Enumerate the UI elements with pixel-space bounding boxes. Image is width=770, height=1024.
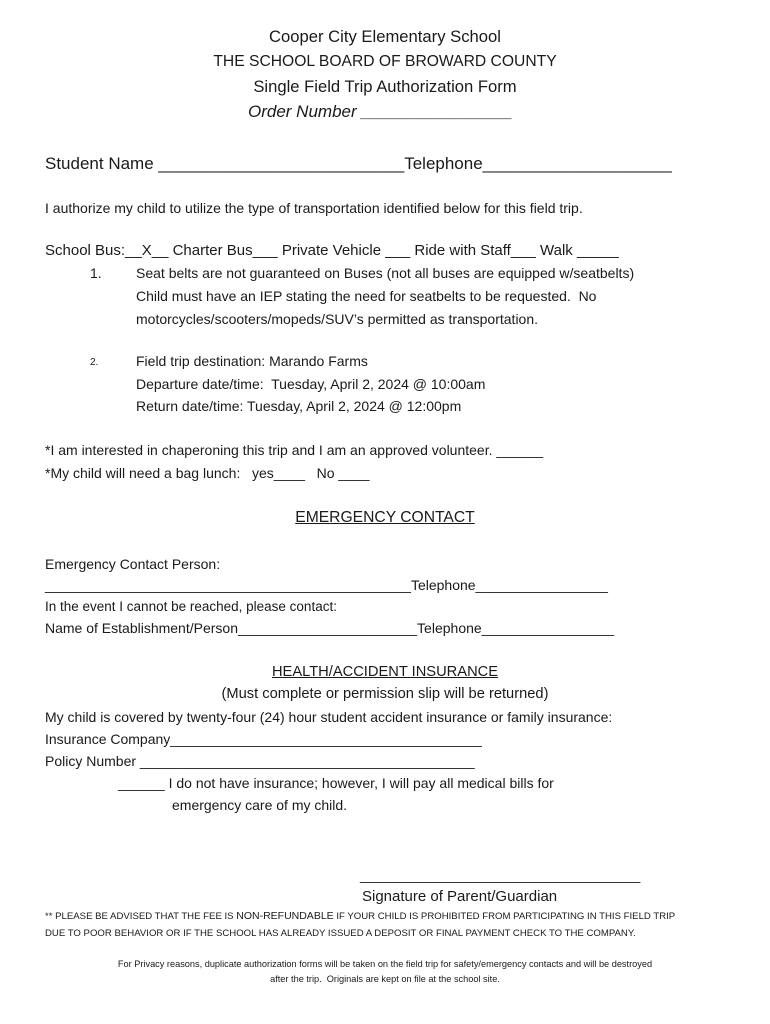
emergency-person-line: _______________________________________________Telephone_________________ [45, 577, 608, 593]
item-1-line-2: Child must have an IEP stating the need for seatbelts to be requested. No [136, 288, 597, 304]
signature-label: Signature of Parent/Guardian [362, 888, 558, 905]
school-name: Cooper City Elementary School [269, 27, 501, 46]
trip-destination: Field trip destination: Marando Farms [136, 353, 368, 369]
event-line: In the event I cannot be reached, please contact: [45, 599, 337, 614]
privacy-line-2: after the trip. Originals are kept on file at the school site. [270, 974, 500, 984]
item-1-line-1: Seat belts are not guaranteed on Buses (not all buses are equipped w/seatbelts) [136, 265, 635, 281]
item-1-line-3: motorcycles/scooters/mopeds/SUV’s permitted as transportation. [136, 311, 539, 327]
non-refundable-notice [45, 911, 675, 922]
no-insurance-line-2: emergency care of my child. [172, 797, 348, 813]
insurance-heading: HEALTH/ACCIDENT INSURANCE [271, 664, 499, 680]
item-1-number: 1. [90, 265, 102, 281]
item-2-number: 2. [90, 357, 99, 368]
notice-suffix: IF YOUR CHILD IS PROHIBITED FROM PARTICIPATING IN THIS FIELD TRIP [333, 911, 676, 922]
student-name-line: Student Name __________________________Telephone____________________ [45, 154, 672, 173]
board-name: THE SCHOOL BOARD OF BROWARD COUNTY [213, 53, 557, 70]
policy-number-line: Policy Number ___________________________________________ [45, 753, 475, 769]
notice-line-2: DUE TO POOR BEHAVIOR OR IF THE SCHOOL HAS ALREADY ISSUED A DEPOSIT OR FINAL PAYMENT CHECK TO THE COMPANY. [45, 928, 636, 939]
insurance-subheading: (Must complete or permission slip will be returned) [221, 686, 549, 702]
order-number: Order Number ________________ [248, 102, 513, 121]
chaperone-line: *I am interested in chaperoning this trip and I am an approved volunteer. ______ [45, 442, 544, 458]
signature-line: ____________________________________ [360, 867, 641, 883]
insurance-covered-line: My child is covered by twenty-four (24) hour student accident insurance or family insurance: [45, 709, 613, 725]
transport-options: School Bus:__X__ Charter Bus___ Private Vehicle ___ Ride with Staff___ Walk _____ [45, 242, 619, 259]
notice-emphasis: NON-REFUNDABLE [236, 910, 334, 922]
privacy-line-1: For Privacy reasons, duplicate authorization forms will be taken on the field trip for safety/emergency contacts and will be destroyed [117, 959, 653, 969]
bag-lunch-line: *My child will need a bag lunch: yes____ No ____ [45, 465, 370, 481]
emergency-heading: EMERGENCY CONTACT [295, 509, 475, 526]
emergency-person-label: Emergency Contact Person: [45, 556, 221, 572]
form-title: Single Field Trip Authorization Form [253, 77, 517, 96]
no-insurance-line-1: ______ I do not have insurance; however, I will pay all medical bills for [118, 775, 554, 791]
departure-time: Departure date/time: Tuesday, April 2, 2024 @ 10:00am [136, 376, 486, 392]
authorize-text: I authorize my child to utilize the type of transportation identified below for this field trip. [45, 200, 583, 216]
establishment-line: Name of Establishment/Person_______________________Telephone_________________ [45, 620, 615, 636]
notice-prefix: ** PLEASE BE ADVISED THAT THE FEE IS [45, 911, 237, 922]
insurance-company-line: Insurance Company________________________________________ [45, 731, 482, 747]
return-time: Return date/time: Tuesday, April 2, 2024 @ 12:00pm [136, 398, 462, 414]
